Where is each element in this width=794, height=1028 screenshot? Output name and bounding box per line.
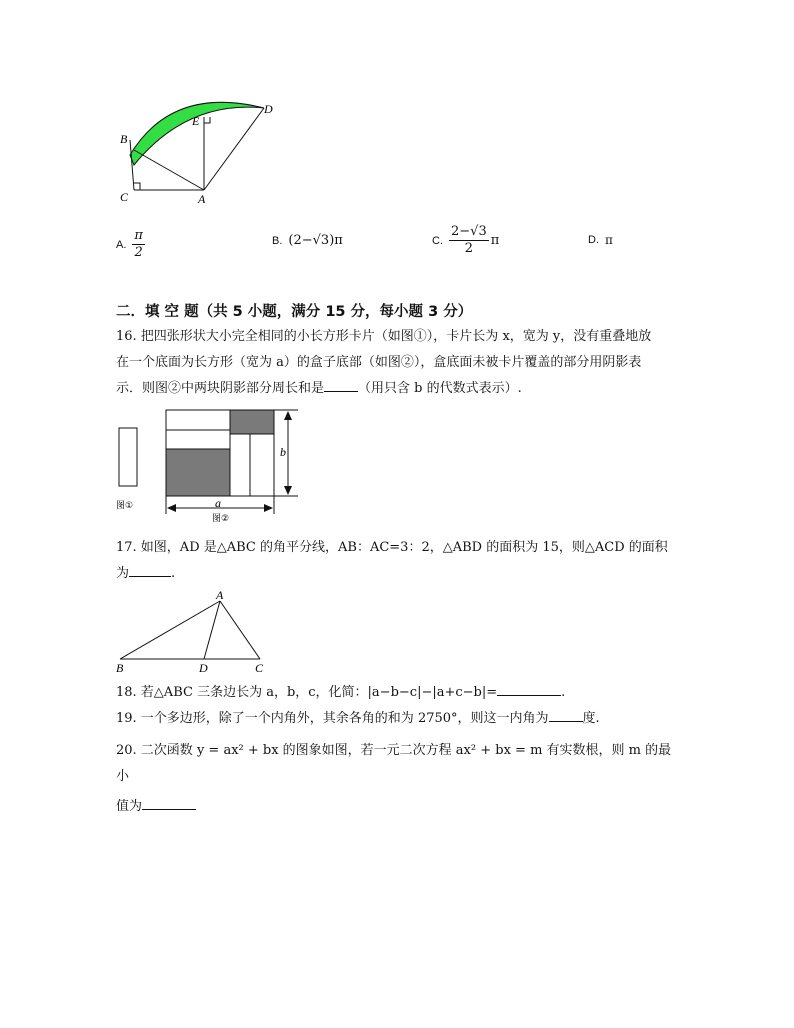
option-a-fraction: [132, 228, 145, 261]
arc-figure: [112, 95, 292, 210]
option-b-text: (2−√3)π: [288, 233, 343, 248]
segment-ab: [134, 150, 204, 190]
segment-ac: [220, 601, 260, 659]
card-top-1: [166, 430, 230, 449]
tri-label-a: A: [216, 588, 224, 602]
q16-line1: 16. 把四张形状大小完全相同的小长方形卡片（如图①），卡片长为 x，宽为 y，没有重叠地放: [116, 329, 652, 344]
option-a-denominator: 2: [134, 245, 143, 260]
option-c-fraction: [449, 224, 489, 257]
q16-line3b: （用只含 b 的代数式表示）.: [358, 381, 522, 396]
q17-answer-blank[interactable]: [129, 562, 171, 577]
option-c-numerator: 2−√3: [451, 224, 487, 239]
q19-answer-blank[interactable]: [549, 707, 583, 722]
option-b: [272, 233, 343, 248]
card-vertical-1: [230, 434, 250, 496]
question-17: [116, 535, 682, 587]
q16-line3: [116, 376, 682, 402]
label-d: D: [264, 102, 273, 116]
q17-line1: 17. 如图，AD 是△ABC 的角平分线，AB：AC=3：2，△ABD 的面积为 15，则△ACD 的面积: [116, 540, 668, 555]
dim-b-arrow-top: [284, 411, 292, 420]
option-a-numerator: π: [134, 228, 143, 243]
single-card: [119, 428, 137, 486]
label-c: C: [120, 190, 129, 204]
q18-answer-blank[interactable]: [497, 681, 561, 696]
fig1-caption: 图①: [116, 501, 134, 511]
shaded-crescent: [130, 102, 264, 165]
dim-b-arrow-bottom: [284, 486, 292, 495]
q20-line2: [116, 794, 682, 820]
option-c-label: C.: [432, 234, 443, 247]
dim-a-arrow-right: [264, 504, 273, 512]
q16-answer-blank[interactable]: [324, 377, 358, 392]
fig2-caption: 图②: [212, 514, 230, 524]
option-b-label: B.: [272, 234, 283, 247]
tri-label-d: D: [199, 661, 208, 675]
q18-text: 18. 若△ABC 三条边长为 a，b，c，化简：|a−b−c|−|a+c−b|=: [116, 685, 498, 700]
shaded-top-right: [230, 410, 274, 434]
question-19: [116, 706, 682, 732]
segment-ba: [120, 601, 220, 659]
right-angle-c: [134, 183, 140, 190]
option-d: [588, 233, 613, 247]
triangle-figure: [112, 588, 272, 676]
card-top-2: [166, 410, 230, 430]
dim-a-arrow-left: [167, 504, 176, 512]
tri-label-b: B: [116, 661, 124, 675]
q16-line3a: 示．则图②中两块阴影部分周长和是: [116, 381, 325, 396]
question-20: [116, 738, 682, 820]
q20-answer-blank[interactable]: [142, 795, 196, 810]
q17-line2-start: 为: [116, 566, 130, 581]
option-a-label: A.: [116, 238, 127, 251]
question-16: [116, 324, 682, 402]
label-b: B: [120, 132, 128, 146]
question-18: [116, 680, 682, 706]
option-d-label: D.: [588, 234, 599, 246]
tri-label-c: C: [255, 661, 264, 675]
label-e: E: [192, 114, 200, 128]
q20-line1: 20. 二次函数 y = ax² + bx 的图象如图，若一元二次方程 ax² + bx = m 有实数根，则 m 的最小: [116, 743, 672, 784]
q19-end: 度.: [582, 711, 600, 726]
option-c: [432, 224, 499, 257]
option-a: [116, 228, 145, 261]
cards-figure: [112, 408, 312, 528]
q20-line2-start: 值为: [116, 799, 143, 814]
segment-ad: [204, 601, 220, 659]
q17-line2-end: .: [171, 566, 176, 581]
segment-cb: [130, 140, 134, 190]
dim-b-label: b: [280, 445, 286, 459]
q16-line2: 在一个底面为长方形（宽为 a）的盒子底部（如图②），盒底面未被卡片覆盖的部分用阴影表: [116, 355, 642, 370]
card-vertical-2: [250, 434, 274, 496]
section-title: 二．填 空 题（共 5 小题，满分 15 分，每小题 3 分）: [116, 304, 473, 320]
shaded-left: [166, 449, 230, 496]
label-a: A: [198, 192, 206, 206]
dim-a-label: a: [215, 496, 221, 510]
segment-ad: [204, 108, 264, 190]
q19-text: 19. 一个多边形，除了一个内角外，其余各角的和为 2750°，则这一内角为: [116, 711, 549, 726]
option-c-pi: π: [490, 233, 500, 248]
option-c-denominator: 2: [464, 241, 473, 256]
q18-end: .: [561, 685, 566, 700]
right-angle-e: [204, 117, 210, 123]
q17-line2: [116, 561, 682, 587]
option-d-text: π: [605, 233, 613, 247]
